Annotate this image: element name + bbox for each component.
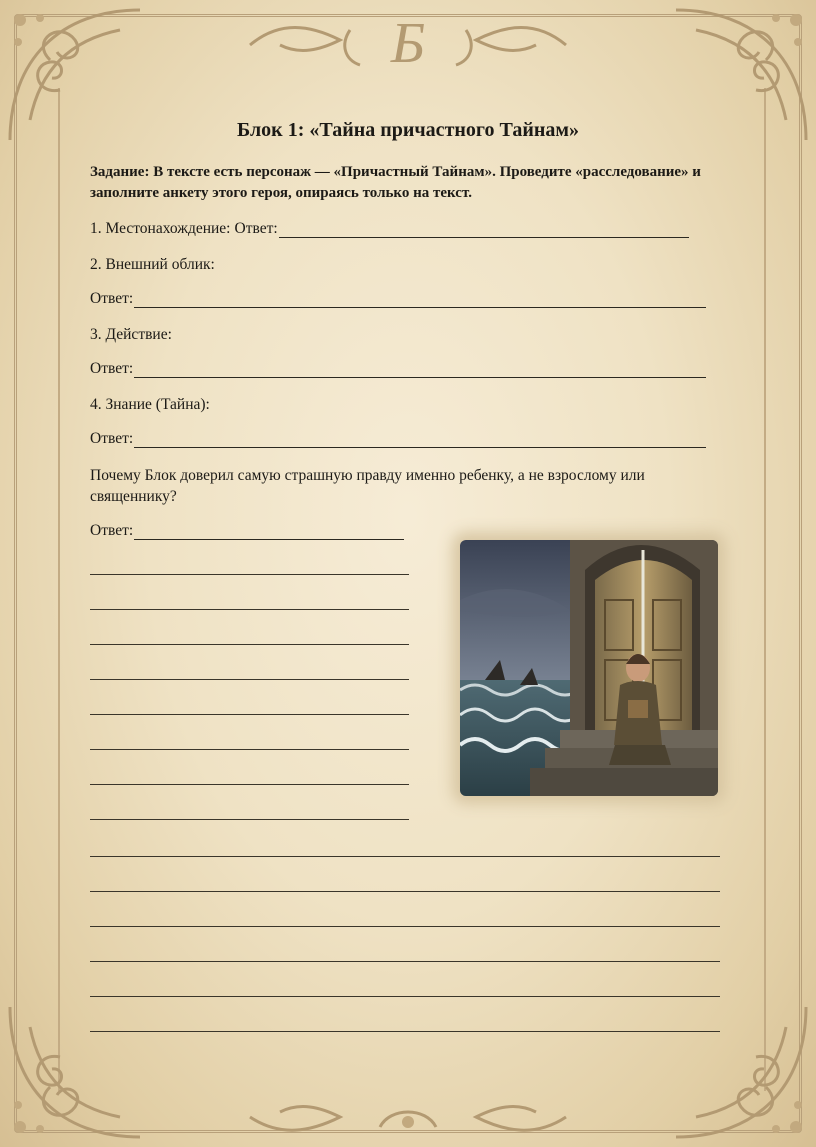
writing-line[interactable] [90, 819, 409, 820]
action-answer-row [90, 360, 706, 378]
page-title: Блок 1: «Тайна причастного Тайнам» [236, 119, 580, 141]
answer-line[interactable] [134, 293, 706, 308]
boy-by-doors-illustration-icon [460, 540, 718, 796]
top-monogram-ornament [230, 0, 586, 90]
writing-line[interactable] [90, 784, 409, 785]
task-instruction: Задание: В тексте есть персонаж — «Причастный Тайнам». Проведите «расследование» и заполните анкету этого героя, опираясь только на текст. [90, 164, 701, 201]
answer-label: Ответ: [90, 430, 134, 447]
answer-label: Ответ: [90, 360, 134, 377]
monogram-letter: Б [390, 10, 426, 75]
bottom-ornament [230, 1067, 586, 1147]
illustration-image [460, 540, 718, 796]
writing-line[interactable] [90, 714, 409, 715]
question-label: 2. Внешний облик: [90, 256, 215, 273]
question-label: 3. Действие: [90, 326, 172, 343]
question-label: 1. Местонахождение: [90, 220, 231, 237]
knowledge-answer-row [90, 430, 706, 448]
answer-line[interactable] [134, 433, 706, 448]
answer-label: Ответ: [90, 290, 134, 307]
writing-line[interactable] [90, 891, 720, 892]
location-answer-row [90, 220, 689, 238]
writing-line[interactable] [90, 856, 720, 857]
writing-line[interactable] [90, 926, 720, 927]
final-question: Почему Блок доверил самую страшную правду именно ребенку, а не взрослому или священнику? [90, 467, 645, 505]
writing-line[interactable] [90, 609, 409, 610]
appearance-answer-row [90, 290, 706, 308]
answer-line[interactable] [279, 223, 689, 238]
corner-ornament-icon [666, 997, 816, 1147]
answer-line[interactable] [134, 525, 404, 540]
writing-line[interactable] [90, 1031, 720, 1032]
answer-label: Ответ: [90, 522, 134, 539]
answer-label: Ответ: [234, 220, 278, 237]
writing-line[interactable] [90, 996, 720, 997]
writing-line[interactable] [90, 749, 409, 750]
writing-line[interactable] [90, 961, 720, 962]
writing-line[interactable] [90, 679, 409, 680]
writing-line[interactable] [90, 644, 409, 645]
writing-line[interactable] [90, 574, 409, 575]
answer-line[interactable] [134, 363, 706, 378]
corner-ornament-icon [0, 997, 150, 1147]
final-answer-row [90, 522, 404, 540]
question-label: 4. Знание (Тайна): [90, 396, 210, 413]
